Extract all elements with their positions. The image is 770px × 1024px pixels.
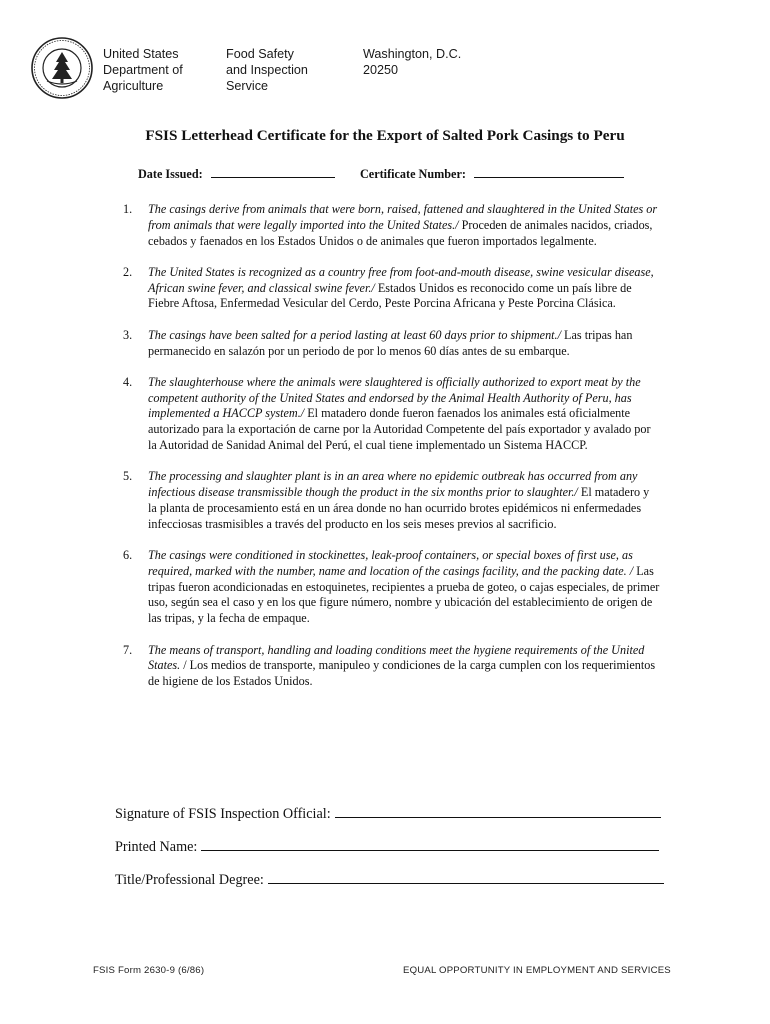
list-item — [120, 643, 660, 690]
location-line: 20250 — [363, 63, 399, 78]
item-number: 6. — [123, 548, 133, 563]
agency-name — [103, 46, 183, 95]
item-number: 2. — [123, 264, 133, 279]
item-number: 4. — [123, 374, 133, 389]
item-english: The United States is recognized as a country free from foot-and-mouth disease, swine vesicular disease, African swine fever, and classical swine fever./ — [148, 264, 654, 295]
item-english: The processing and slaughter plant is in an area where no epidemic outbreak has occurred from any infectious disease transmissible though the product in the six months prior to slaughter./ — [148, 469, 638, 500]
signature-official-label: Signature of FSIS Inspection Official: — [115, 806, 331, 822]
date-issued-field[interactable] — [211, 166, 335, 178]
form-number: FSIS Form 2630-9 (6/86) — [93, 965, 205, 976]
item-number: 1. — [123, 202, 133, 216]
list-item — [120, 548, 660, 627]
list-item — [120, 375, 660, 454]
service-line: Food Safety — [226, 47, 294, 61]
certificate-number-field[interactable] — [474, 166, 624, 178]
item-spanish: Proceden de animales nacidos, criados, cebados y faenados en los Estados Unidos o de animales que fueron importados legalmente. — [148, 217, 653, 248]
agency-line: United States — [103, 47, 179, 61]
service-line: Service — [226, 79, 268, 94]
item-number: 3. — [123, 327, 133, 342]
certificate-number-label: Certificate Number: — [360, 167, 466, 181]
item-spanish: Estados Unidos es reconocido come un país libre de Fiebre Aftosa, Enfermedad Vesicular del Cerdo, Peste Porcina Africana y Peste Porcina Clásica. — [148, 280, 632, 311]
usda-seal-icon — [31, 37, 93, 99]
list-item — [120, 328, 660, 360]
item-number: 7. — [123, 642, 133, 657]
printed-name-field[interactable] — [201, 837, 659, 851]
printed-name-row — [115, 837, 659, 856]
service-name — [226, 46, 308, 95]
service-line: and Inspection — [226, 63, 308, 78]
item-english: The means of transport, handling and loading conditions meet the hygiene requirements of the United States. — [148, 642, 645, 673]
item-spanish: Las tripas fueron acondicionadas en estoquinetes, recipientes a prueba de goteo, o cajas especiales, de primer uso, según sea el caso y en los que figure número, nombre y ubicación del establecimiento de origen de las tripas, y la fecha de empaque. — [148, 563, 660, 626]
item-english: The casings derive from animals that were born, raised, fattened and slaughtered in the United States or from animals that were legally imported into the United States./ — [148, 202, 658, 232]
item-english: The casings have been salted for a period lasting at least 60 days prior to shipment./ — [148, 327, 561, 342]
list-item — [120, 202, 660, 249]
date-issued-label: Date Issued: — [138, 167, 203, 181]
title-degree-field[interactable] — [268, 870, 664, 884]
list-item — [120, 469, 660, 532]
item-spanish: / Los medios de transporte, manipuleo y condiciones de la carga cumplen con los requerimientos de higiene de los Estados Unidos. — [148, 658, 656, 689]
equal-opportunity-notice: EQUAL OPPORTUNITY IN EMPLOYMENT AND SERVICES — [403, 965, 671, 976]
item-spanish: El matadero donde fueron faenados los animales está oficialmente autorizado para la exportación de carne por la Autoridad Competente del país exportador y avalado por la Autoridad de Sanidad Animal del Perú, el cual tiene implementado un Sistema HACCP. — [148, 406, 651, 453]
certification-list — [120, 202, 660, 705]
agency-line: Department of — [103, 63, 183, 78]
item-english: The casings were conditioned in stockinettes, leak-proof containers, or special boxes of first use, as required, marked with the number, name and location of the casings facility, and the packing date. / — [148, 548, 634, 578]
location-line: Washington, D.C. — [363, 47, 462, 61]
date-issued — [138, 166, 335, 182]
printed-name-label: Printed Name: — [115, 839, 198, 855]
title-degree-label: Title/Professional Degree: — [115, 872, 264, 888]
document-title: FSIS Letterhead Certificate for the Export of Salted Pork Casings to Peru — [145, 127, 625, 144]
location — [363, 46, 461, 78]
item-english: The slaughterhouse where the animals were slaughtered is officially authorized to export meat by the competent authority of the United States and endorsed by the Animal Health Authority of Peru, has implemented a HACCP system./ — [148, 374, 641, 421]
certificate-number — [360, 166, 624, 182]
title-degree-row — [115, 870, 664, 889]
signature-official-field[interactable] — [335, 804, 661, 818]
item-spanish: El matadero y la planta de procesamiento está en un área donde no han ocurrido brotes epidémicos ni enfermedades infecciosas trasmisibles a través del producto en los seis meses previos al sacrificio. — [148, 485, 650, 531]
list-item — [120, 265, 660, 312]
item-number: 5. — [123, 469, 133, 484]
agency-line: Agriculture — [103, 79, 164, 94]
signature-official-row — [115, 804, 661, 823]
item-spanish: Las tripas han permanecido en salazón por un periodo de por lo menos 60 días antes de su embarque. — [148, 327, 633, 358]
